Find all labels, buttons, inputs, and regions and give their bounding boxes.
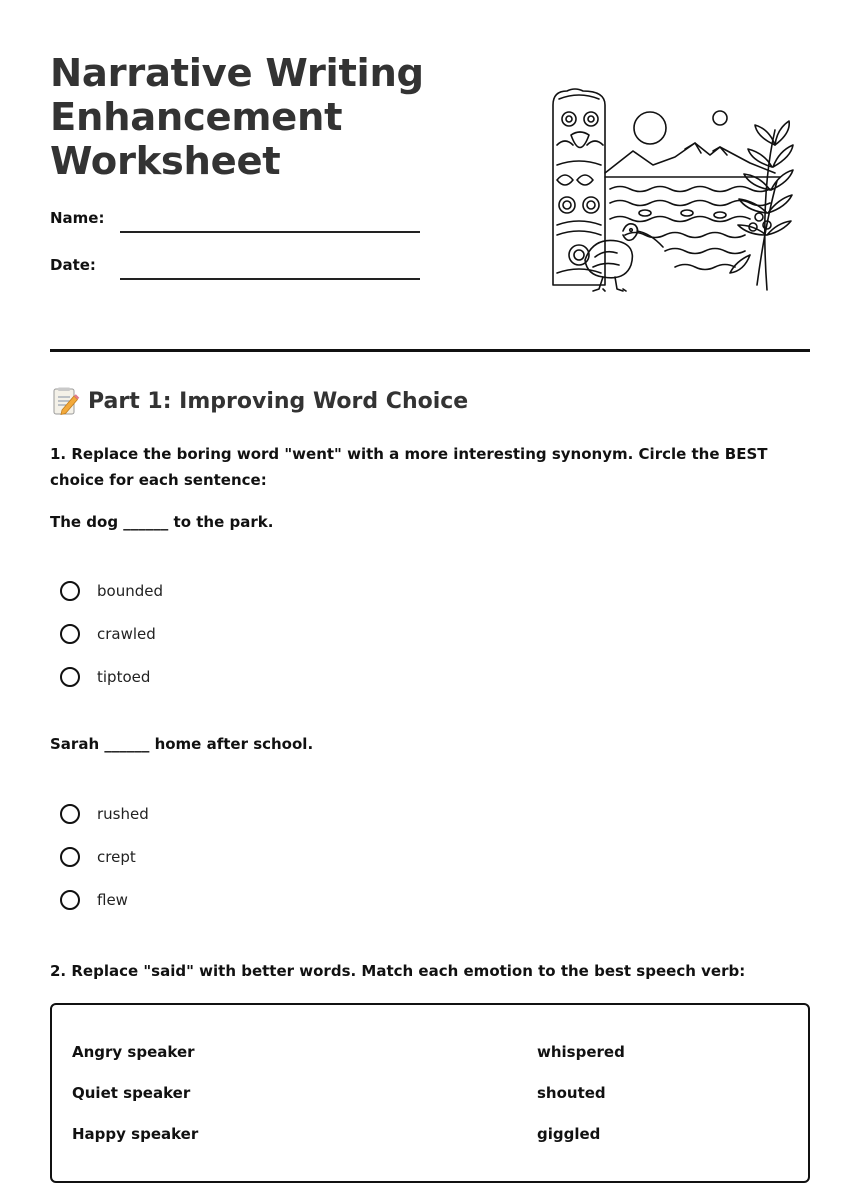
circle-choice[interactable] [60, 581, 80, 601]
circle-choice[interactable] [60, 890, 80, 910]
date-line[interactable] [120, 278, 420, 280]
part1-title: Part 1: Improving Word Choice [88, 388, 469, 414]
question-2-prompt: 2. Replace "said" with better words. Match each emotion to the best speech verb: [50, 962, 746, 980]
match-right-item[interactable]: whispered [537, 1043, 625, 1061]
option-label: crawled [97, 625, 156, 643]
name-line[interactable] [120, 231, 420, 233]
q1-sentence-2: Sarah ______ home after school. [50, 735, 314, 753]
title-line: Narrative Writing [50, 51, 424, 96]
title-line: Worksheet [50, 139, 281, 184]
option-label: bounded [97, 582, 163, 600]
option-label: tiptoed [97, 668, 151, 686]
option-label: crept [97, 848, 136, 866]
q1-s1-option-3[interactable] [60, 664, 150, 690]
question-1-prompt: 1. Replace the boring word "went" with a more interesting synonym. Circle the BEST choice for each sentence: [50, 445, 768, 489]
match-right-item[interactable]: giggled [537, 1125, 601, 1143]
header-divider [50, 349, 810, 352]
memo-pencil-icon [50, 386, 80, 416]
match-left-item[interactable]: Happy speaker [72, 1125, 199, 1143]
part1-heading [50, 386, 468, 416]
carved-pou-landscape-kiwi-illustration [545, 85, 795, 297]
match-right-item[interactable]: shouted [537, 1084, 606, 1102]
circle-choice[interactable] [60, 847, 80, 867]
match-left-item[interactable]: Quiet speaker [72, 1084, 191, 1102]
matching-box [50, 1003, 810, 1183]
q1-s2-option-3[interactable] [60, 887, 128, 913]
q1-s2-option-1[interactable] [60, 801, 149, 827]
circle-choice[interactable] [60, 804, 80, 824]
q1-sentence-1: The dog ______ to the park. [50, 513, 274, 531]
q1-s1-option-2[interactable] [60, 621, 156, 647]
q1-s1-option-1[interactable] [60, 578, 163, 604]
match-left-item[interactable]: Angry speaker [72, 1043, 195, 1061]
circle-choice[interactable] [60, 624, 80, 644]
q1-s2-option-2[interactable] [60, 844, 136, 870]
option-label: flew [97, 891, 128, 909]
name-label: Name: [50, 209, 105, 227]
date-label: Date: [50, 256, 96, 274]
title-line: Enhancement [50, 95, 343, 140]
worksheet-title [50, 52, 490, 184]
option-label: rushed [97, 805, 149, 823]
circle-choice[interactable] [60, 667, 80, 687]
